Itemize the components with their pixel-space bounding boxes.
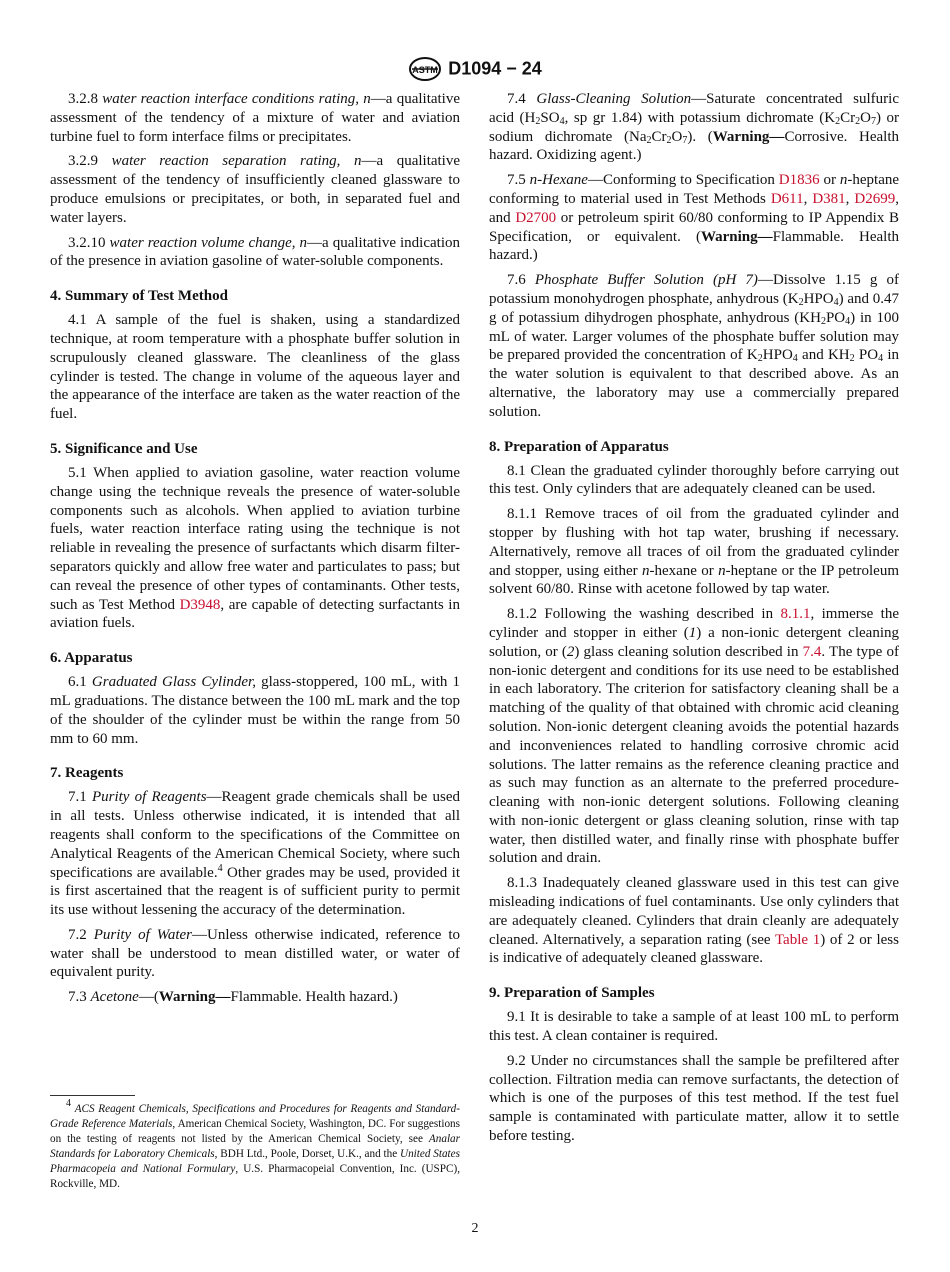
page-number: 2 xyxy=(471,1221,479,1236)
para-8-1-1: 8.1.1 Remove traces of oil from the graduated cylinder and stopper by flushing with hot tap water, brushing if necessary. Alternatively, remove all traces of oil from the graduated cylinder and stopper, using either n-hexane or n-heptane or the IP petroleum solvent 60/80. Rinse with acetone followed by tap water. xyxy=(489,506,899,598)
para-8-1-3: 8.1.3 Inadequately cleaned glassware used in this test can give misleading indications of fuel contaminants. Use only cylinders that are adequately cleaned. Cylinders that drain cleanly are adequately cleaned. Alternatively, a separation rating (see Table 1) of 2 or less is indicative of adequately cleaned glassware. xyxy=(489,875,899,967)
section-8-heading: 8. Preparation of Apparatus xyxy=(489,438,669,455)
link-d3948[interactable]: D3948 xyxy=(179,596,221,613)
para-6-1: 6.1 Graduated Glass Cylinder, glass-stoppered, 100 mL, with 1 mL graduations. The distance between the 100 mL mark and the top of the shoulder of the cylinder must be within the range from 50 mm to 60 mm. xyxy=(50,674,461,747)
para-7-5: 7.5 n-Hexane—Conforming to Specification D1836 or n-heptane conforming to material used in Test Methods D611, D381, D2699, and D2700 or petroleum spirit 60/80 conforming to IP Appendix B Specification, or equivalent. (Warning—Flammable. Health hazard.) xyxy=(489,172,900,264)
para-7-3: 7.3 Acetone—(Warning—Flammable. Health hazard.) xyxy=(68,989,398,1006)
right-column xyxy=(489,90,899,1152)
left-column xyxy=(50,90,460,1013)
para-8-1: 8.1 Clean the graduated cylinder thoroughly before carrying out this test. Only cylinders that are adequately cleaned can be used. xyxy=(489,462,899,498)
para-7-1: 7.1 Purity of Reagents—Reagent grade chemicals shall be used in all tests. Unless otherwise indicated, it is intended that all reagents shall conform to the specifications of the Committee on Analytical Reagents of the American Chemical Society, where such specifications are available.$^4$ Other grades may be used, provided it is first ascertained that the reagent is of sufficient purity to permit its use without lessening the accuracy of the determination. xyxy=(50,789,460,919)
para-3-2-9: 3.2.9 water reaction separation rating, n—a qualitative assessment of the tendency of insufficiently cleaned glassware to produce emulsions or precipitates, or both, in separated fuel and water layers. xyxy=(50,153,461,226)
link-d1836[interactable]: D1836 xyxy=(778,172,820,189)
para-5-1: 5.1 When applied to aviation gasoline, water reaction volume change using the technique reveals the presence of water-soluble components such as alcohols. When applied to aviation turbine fuels, water reaction interface rating using the technique is not reliable in revealing the presence of surfactants which disarm filter-separators quickly and allow free water and particulates to pass; but can reveal the presence of other types of contaminants. Other tests, such as Test Method D3948, are capable of detecting surfactants in aviation fuels. xyxy=(50,464,460,632)
footnote-rule xyxy=(50,1095,135,1096)
page-header xyxy=(0,56,950,82)
astm-logo-text: ASTM xyxy=(412,65,438,75)
para-8-1-2: 8.1.2 Following the washing described in 8.1.1, immerse the cylinder and stopper in either (1) a non-ionic detergent cleaning solution, or (2) glass cleaning solution described in 7.4. The type of non-ionic detergent and conditions for its use need to be established in each laboratory. The criterion for satisfactory cleaning shall be a matching of the quality of that obtained with chromic acid cleaning solution. Non-ionic detergent cleaning avoids the potential hazards and inconveniences related to handling corrosive chromic acid solutions. The latter remains as the reference cleaning practice and as such may function as an alternate to the preferred procedure-cleaning with non-ionic detergent solutions. Following cleaning with non-ionic detergent or glass cleaning solution, rinse with tap water, then distilled water, and finally rinse with phosphate buffer solution and drain. xyxy=(489,606,899,867)
section-4-heading: 4. Summary of Test Method xyxy=(50,288,228,305)
section-7-heading: 7. Reagents xyxy=(50,765,124,782)
section-9-heading: 9. Preparation of Samples xyxy=(489,985,655,1002)
para-3-2-10: 3.2.10 water reaction volume change, n—a qualitative indication of the presence in aviation gasoline of water-soluble components. xyxy=(50,234,460,270)
section-6-heading: 6. Apparatus xyxy=(50,650,133,667)
para-7-2: 7.2 Purity of Water—Unless otherwise indicated, reference to water shall be understood to mean distilled water, or water of equivalent purity. xyxy=(50,926,460,981)
footnote-ref-4: 4 xyxy=(217,862,223,874)
para-9-2: 9.2 Under no circumstances shall the sample be prefiltered after collection. Filtration media can remove surfactants, the detection of which is one of the purposes of this test method. If the test fuel sample is contaminated with particulate matter, allow it to settle before testing. xyxy=(489,1052,899,1145)
link-d381[interactable]: D381 xyxy=(812,190,846,207)
document-designation: D1094 − 24 xyxy=(448,58,542,79)
footnote-4: $^4$ ACS Reagent Chemicals, Specifications and Procedures for Reagents and Standard-Grade Reference Materials, American Chemical Society, Washington, DC. For suggestions on the testing of reagents not listed by the American Chemical Society, see Analar Standards for Laboratory Chemicals, BDH Ltd., Poole, Dorset, U.K., and the United States Pharmacopeia and National Formulary, U.S. Pharmacopeial Convention, Inc. (USPC), Rockville, MD. xyxy=(50,1098,460,1190)
para-9-1: 9.1 It is desirable to take a sample of at least 100 mL to perform this test. A clean container is required. xyxy=(489,1009,899,1045)
link-8-1-1[interactable]: 8.1.1 xyxy=(780,606,811,623)
para-3-2-8: 3.2.8 water reaction interface conditions rating, n—a qualitative assessment of the tendency of a mixture of water and aviation turbine fuel to form interface films or precipitates. xyxy=(50,91,461,145)
para-7-6: 7.6 Phosphate Buffer Solution (pH 7)—Dissolve 1.15 g of potassium monohydrogen phosphate, anhydrous $(K_2HPO_4)$ and 0.47 g of potassium dihydrogen phosphate, anhydrous $(KH_2PO_4)$ in 100 mL of water. Larger volumes of the phosphate buffer solution may be prepared provided the concentration of $K_2HPO_4$ and $KH_2$ $PO_4$ in the water solution is equivalent to that described above. As an alternative, the laboratory may use a commercially prepared solution. xyxy=(489,272,900,420)
link-d611[interactable]: D611 xyxy=(770,190,804,207)
section-5-heading: 5. Significance and Use xyxy=(50,440,198,457)
link-7-4[interactable]: 7.4 xyxy=(802,643,822,660)
link-d2700[interactable]: D2700 xyxy=(515,209,557,226)
astm-logo xyxy=(408,56,442,82)
link-d2699[interactable]: D2699 xyxy=(854,190,896,207)
link-table-1[interactable]: Table 1 xyxy=(774,931,821,948)
para-4-1: 4.1 A sample of the fuel is shaken, using a standardized technique, at room temperature with a phosphate buffer solution in scrupulously cleaned glassware. The cleanliness of the glass cylinder is tested. The change in volume of the aqueous layer and the appearance of the interface are taken as the water reaction of the fuel. xyxy=(50,312,460,423)
para-7-4: 7.4 Glass-Cleaning Solution—Saturate concentrated sulfuric acid ($H_2SO_4$, sp gr 1.84) with potassium dichromate $(K_2Cr_2O_7)$ or sodium dichromate $(Na_2Cr_2O_7)$. (Warning—Corrosive. Health hazard. Oxidizing agent.) xyxy=(489,91,899,164)
